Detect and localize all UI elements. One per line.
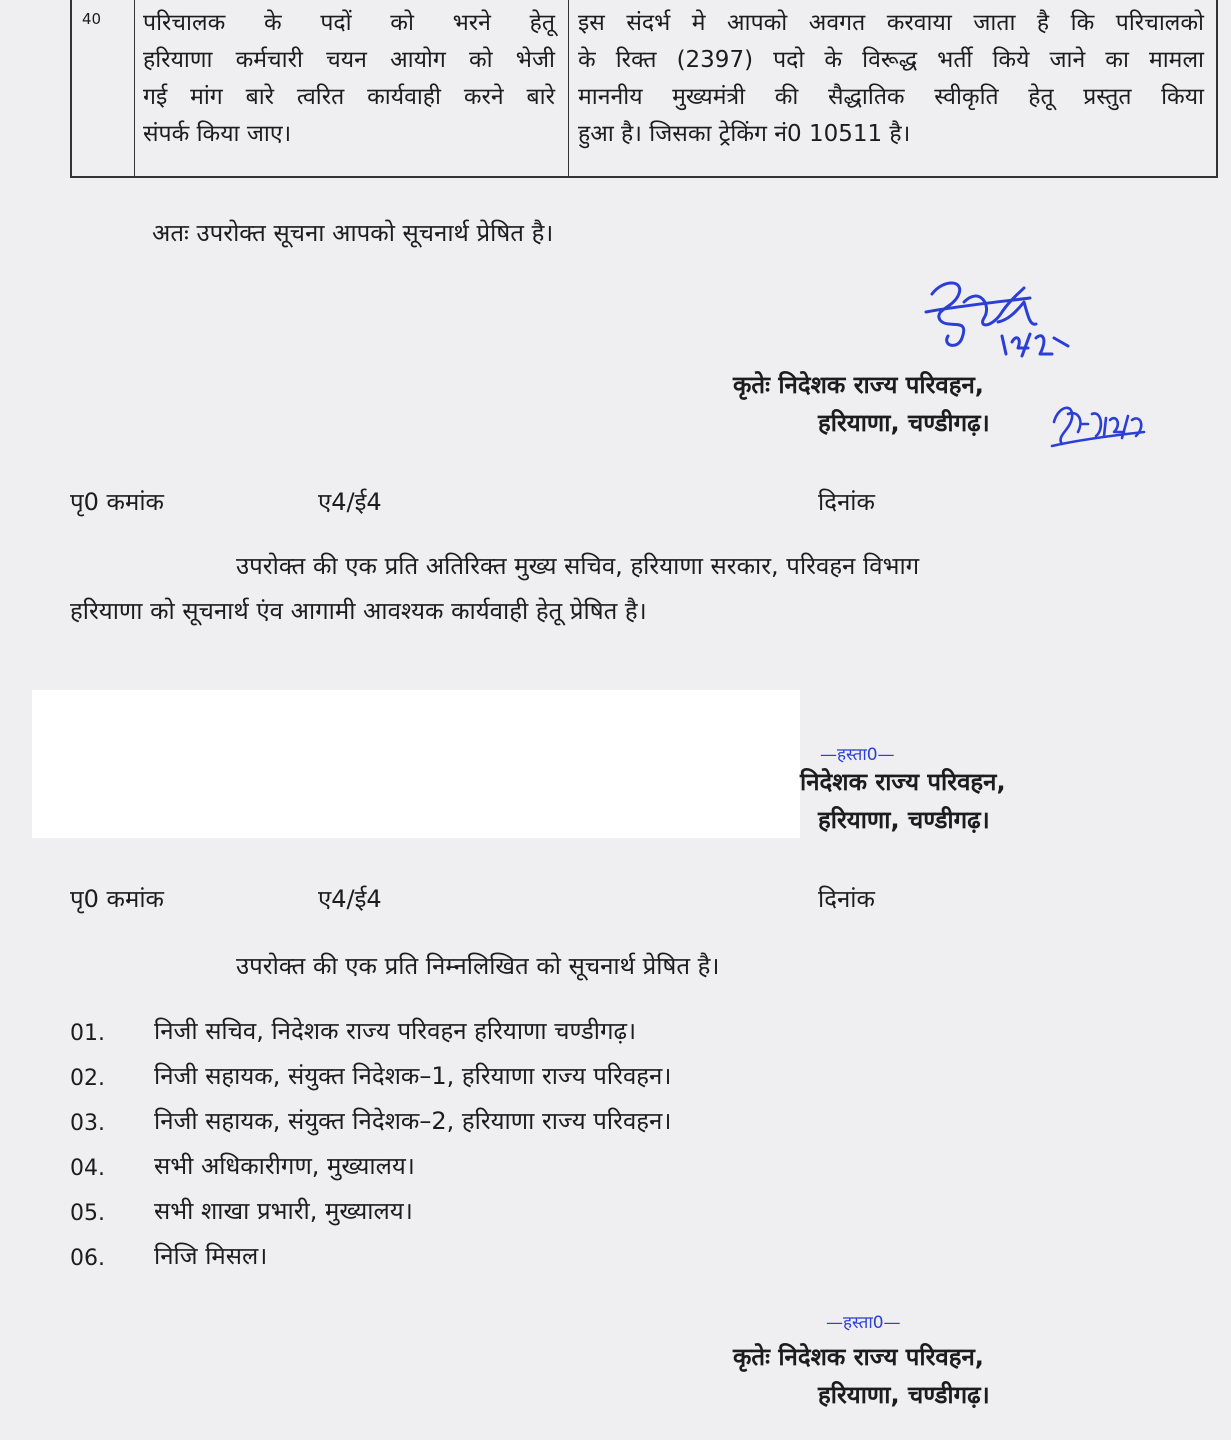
subject-line: हरियाणा कर्मचारी चयन आयोग को भेजी <box>143 47 555 73</box>
signatory-location: हरियाणा, चण्डीगढ़। <box>818 409 990 437</box>
list-item-number: 04. <box>70 1156 105 1181</box>
list-item: निजी सहायक, संयुक्त निदेशक–1, हरियाणा राज्य परिवहन। <box>154 1062 672 1090</box>
signatory-designation: कृतेः निदेशक राज्य परिवहन, <box>733 1343 984 1371</box>
list-item-number: 05. <box>70 1201 105 1226</box>
table-divider <box>568 0 569 176</box>
list-item-number: 02. <box>70 1066 105 1091</box>
table-reply-cell <box>578 5 1204 153</box>
table-row-number: 40 <box>82 10 102 28</box>
endorsement-intro: उपरोक्त की एक प्रति निम्नलिखित को सूचनार्थ प्रेषित है। <box>236 952 720 980</box>
redacted-area <box>32 690 800 838</box>
list-item: निजी सहायक, संयुक्त निदेशक–2, हरियाणा राज्य परिवहन। <box>154 1107 672 1135</box>
list-item: निजी सचिव, निदेशक राज्य परिवहन हरियाणा चण्डीगढ़। <box>154 1017 637 1045</box>
list-item-number: 01. <box>70 1021 105 1046</box>
endorsement-body-line: हरियाणा को सूचनार्थ एंव आगामी आवश्यक कार्यवाही हेतू प्रेषित है। <box>70 597 647 625</box>
list-item-number: 06. <box>70 1246 105 1271</box>
signed-mark: —हस्ता0— <box>820 745 895 765</box>
table-divider <box>134 0 135 176</box>
list-item: सभी शाखा प्रभारी, मुख्यालय। <box>154 1197 413 1225</box>
closing-line: अतः उपरोक्त सूचना आपको सूचनार्थ प्रेषित है। <box>152 219 554 247</box>
reference-label: पृ0 कमांक <box>70 488 164 516</box>
endorsement-body-line: उपरोक्त की एक प्रति अतिरिक्त मुख्य सचिव, हरियाणा सरकार, परिवहन विभाग <box>236 552 920 580</box>
signed-mark: —हस्ता0— <box>826 1313 901 1333</box>
reference-code: ए4/ई4 <box>318 488 382 516</box>
list-item: निजि मिसल। <box>154 1242 268 1270</box>
reply-line: इस संदर्भ मे आपको अवगत करवाया जाता है कि परिचालको <box>578 10 1204 36</box>
signatory-location: हरियाणा, चण्डीगढ़। <box>818 806 990 834</box>
subject-line: संपर्क किया जाए। <box>143 121 292 147</box>
date-label: दिनांक <box>818 885 875 913</box>
table-subject-cell <box>143 5 555 153</box>
reply-line: माननीय मुख्यमंत्री की सैद्धातिक स्वीकृति हेतू प्रस्तुत किया <box>578 84 1204 110</box>
subject-line: परिचालक के पदों को भरने हेतू <box>143 10 555 36</box>
subject-line: गई मांग बारे त्वरित कार्यवाही करने बारे <box>143 84 555 110</box>
reply-line: हुआ है। जिसका ट्रेकिंग नं0 10511 है। <box>578 121 911 147</box>
reference-code: ए4/ई4 <box>318 885 382 913</box>
list-item-number: 03. <box>70 1111 105 1136</box>
initials-signature <box>1048 396 1150 452</box>
reply-line: के रिक्त (2397) पदो के विरूद्ध भर्ती किये जाने का मामला <box>578 47 1204 73</box>
reference-label: पृ0 कमांक <box>70 885 164 913</box>
signatory-designation: निदेशक राज्य परिवहन, <box>800 768 1006 796</box>
signatory-location: हरियाणा, चण्डीगढ़। <box>818 1381 990 1409</box>
date-label: दिनांक <box>818 488 875 516</box>
signatory-designation: कृतेः निदेशक राज्य परिवहन, <box>733 371 984 399</box>
handwritten-signature <box>918 272 1098 362</box>
list-item: सभी अधिकारीगण, मुख्यालय। <box>154 1152 415 1180</box>
